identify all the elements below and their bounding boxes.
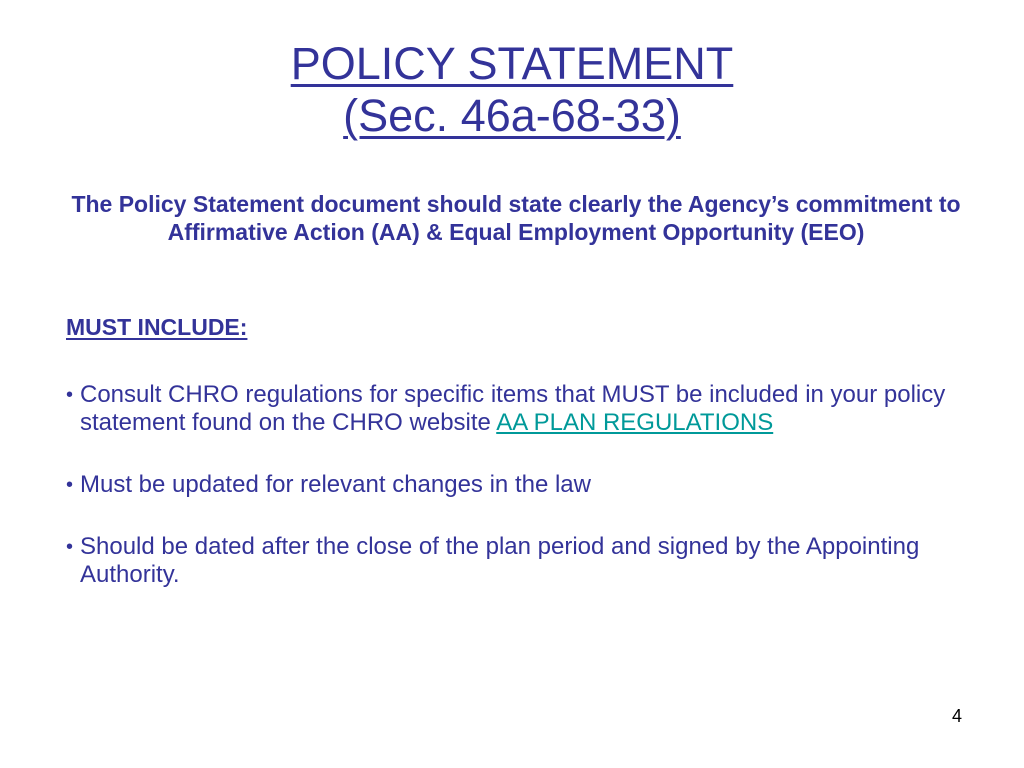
bullet-text: Should be dated after the close of the plan period and signed by the Appointing Authority. [80,533,920,588]
bullet-dot-icon: • [66,384,74,406]
intro-paragraph: The Policy Statement document should state clearly the Agency’s commitment to Affirmative Action (AA) & Equal Employment Opportunity (EEO) [71,191,961,245]
bullet-text: Consult CHRO regulations for specific items that MUST be included in your policy statement found on the CHRO website [80,381,946,436]
slide-title [0,38,1024,142]
page-number: 4 [951,706,962,726]
bullet-dot-icon: • [66,474,74,496]
bullet-item-dated [66,533,966,589]
bullet-item-consult [66,381,966,437]
bullet-item-updated [66,471,966,499]
bullet-dot-icon: • [66,536,74,558]
bullet-list [66,381,966,589]
bullet-text: Must be updated for relevant changes in the law [80,471,591,498]
title-line-1: POLICY STATEMENT [290,38,734,89]
title-line-2: (Sec. 46a-68-33) [343,90,681,141]
must-include-heading: MUST INCLUDE: [66,314,248,340]
aa-plan-regulations-link[interactable]: AA PLAN REGULATIONS [496,409,774,436]
